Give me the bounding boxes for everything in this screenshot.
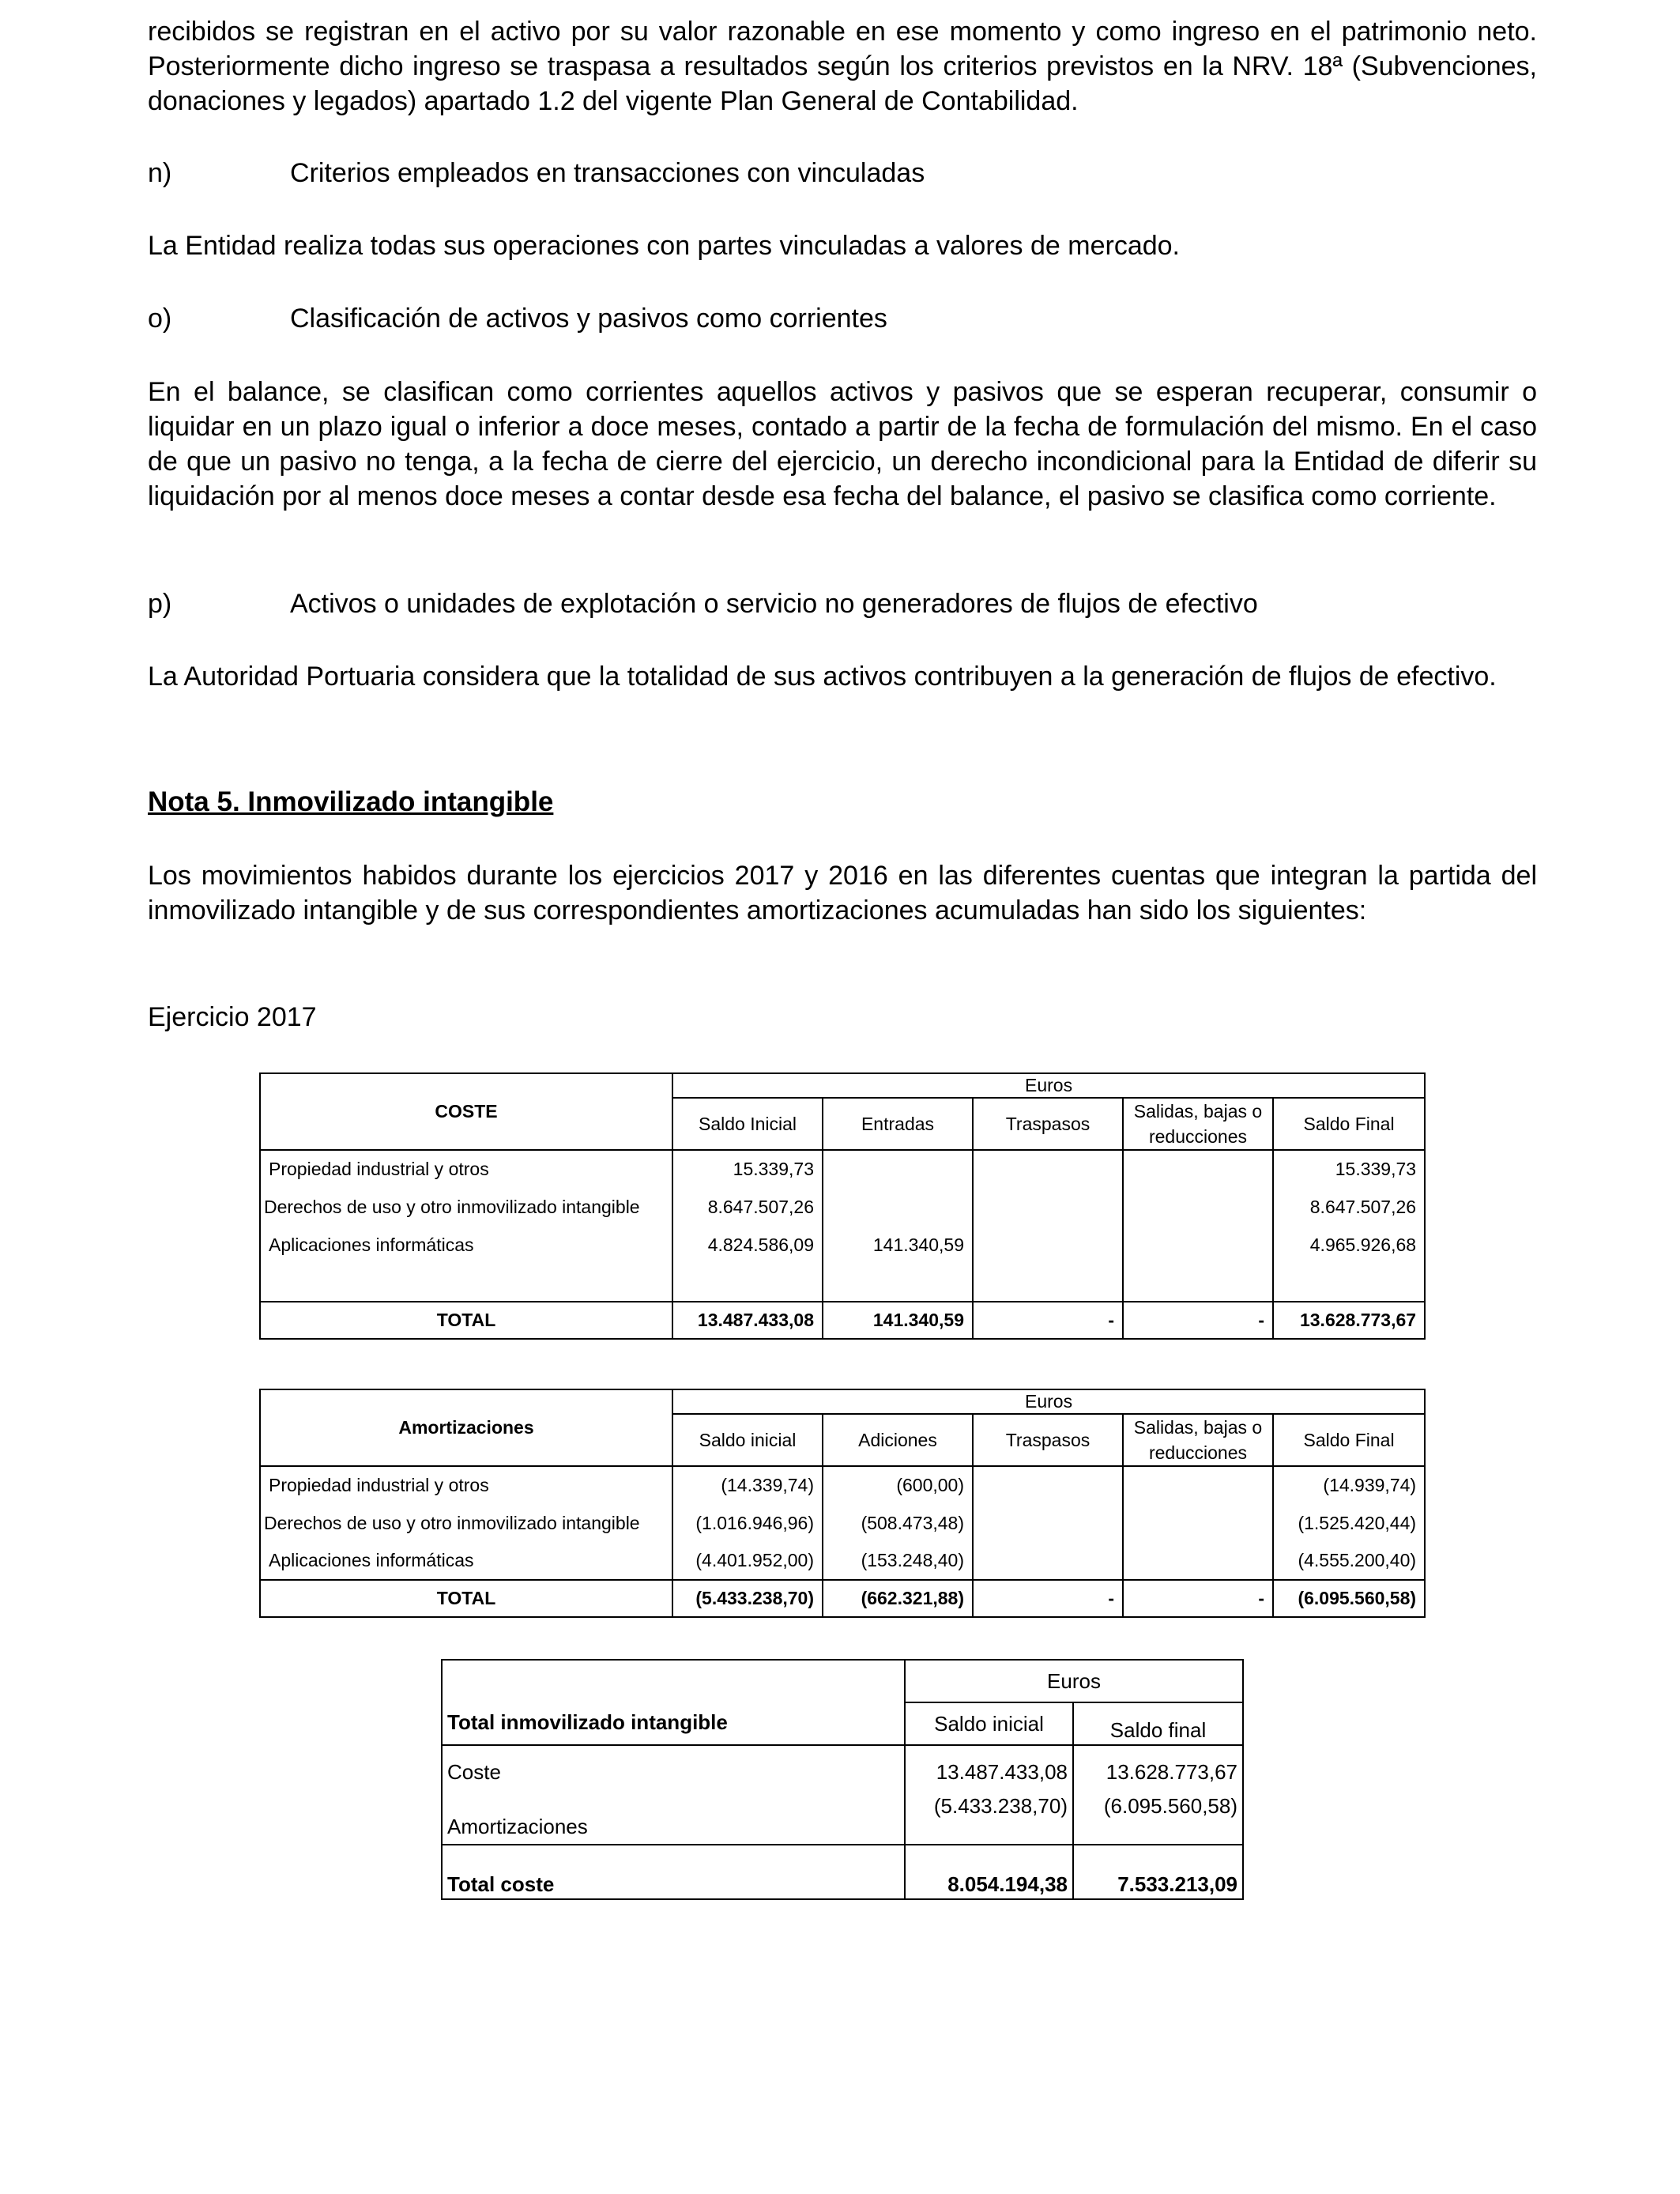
nota5-paragraph: Los movimientos habidos durante los ejercicios 2017 y 2016 en las diferentes cuentas que integran la partida del inmovilizado intangible y de sus correspondientes amortizaciones acumuladas han sido los siguientes:	[148, 861, 1537, 925]
cell-value: (508.473,48)	[823, 1504, 973, 1542]
total-table-label: Total inmovilizado intangible	[442, 1660, 905, 1745]
cell-value: (1.525.420,44)	[1273, 1504, 1425, 1542]
cell-value	[973, 1542, 1123, 1580]
coste-col-salidas-line2: reducciones	[1148, 1126, 1248, 1147]
cell-value	[1123, 1188, 1273, 1226]
row-name: Derechos de uso y otro inmovilizado intangible	[260, 1188, 672, 1226]
total-value: (5.433.238,70)	[672, 1580, 823, 1617]
cell-value: 15.339,73	[672, 1150, 823, 1188]
amort-header-label: Amortizaciones	[260, 1389, 672, 1466]
section-p-paragraph: La Autoridad Portuaria considera que la totalidad de sus activos contribuyen a la generación de flujos de efectivo.	[148, 662, 1497, 692]
cell-value	[973, 1188, 1123, 1226]
amort-euros-header: Euros	[672, 1389, 1425, 1414]
total-value: 7.533.213,09	[1073, 1845, 1243, 1899]
section-n-title: Criterios empleados en transacciones con vinculadas	[290, 158, 925, 188]
table-row	[260, 1226, 1425, 1264]
total-euros-header: Euros	[905, 1660, 1243, 1702]
section-o-letter: o)	[148, 303, 172, 334]
cell-value: (6.095.560,58)	[1073, 1785, 1243, 1845]
total-inmovilizado-table	[441, 1659, 1244, 1900]
total-col-saldo-inicial: Saldo inicial	[905, 1702, 1073, 1745]
total-value: (6.095.560,58)	[1273, 1580, 1425, 1617]
total-value: -	[1123, 1302, 1273, 1339]
amort-col-adiciones: Adiciones	[823, 1414, 973, 1466]
cell-value	[973, 1150, 1123, 1188]
cell-value: 15.339,73	[1273, 1150, 1425, 1188]
cell-value: (153.248,40)	[823, 1542, 973, 1580]
intro-paragraph: recibidos se registran en el activo por su valor razonable en ese momento y como ingreso en el patrimonio neto. Posteriormente dicho ingreso se traspasa a resultados según los criterios previstos en la NRV. 18ª (Subvenciones, donaciones y legados) apartado 1.2 del vigente Plan General de Contabilidad.	[148, 17, 1537, 116]
section-o-title: Clasificación de activos y pasivos como corrientes	[290, 303, 887, 334]
cell-value: 4.824.586,09	[672, 1226, 823, 1264]
coste-col-salidas	[1123, 1098, 1273, 1150]
table-total-row	[442, 1845, 1243, 1899]
cell-value: (1.016.946,96)	[672, 1504, 823, 1542]
cell-value	[823, 1150, 973, 1188]
total-value: 13.487.433,08	[672, 1302, 823, 1339]
cell-value: 13.487.433,08	[905, 1745, 1073, 1785]
total-label: TOTAL	[260, 1302, 672, 1339]
table-row	[260, 1542, 1425, 1580]
cell-value: 13.628.773,67	[1073, 1745, 1243, 1785]
cell-value: (600,00)	[823, 1466, 973, 1504]
cell-value: (5.433.238,70)	[905, 1785, 1073, 1845]
section-p-letter: p)	[148, 589, 172, 619]
table-row	[260, 1504, 1425, 1542]
coste-col-saldo-final: Saldo Final	[1273, 1098, 1425, 1150]
row-name: Aplicaciones informáticas	[260, 1226, 672, 1264]
row-name: Coste	[442, 1745, 905, 1785]
section-o-paragraph: En el balance, se clasifican como corrientes aquellos activos y pasivos que se esperan recuperar, consumir o liquidar en un plazo igual o inferior a doce meses, contado a partir de la fecha de formulación del mismo. En el caso de que un pasivo no tenga, a la fecha de cierre del ejercicio, un derecho incondicional para la Entidad de diferir su liquidación por al menos doce meses a contar desde esa fecha del balance, el pasivo se clasifica como corriente.	[148, 377, 1537, 511]
cell-value	[973, 1226, 1123, 1264]
row-name: Derechos de uso y otro inmovilizado intangible	[260, 1504, 672, 1542]
coste-euros-header: Euros	[672, 1073, 1425, 1098]
table-row	[260, 1188, 1425, 1226]
section-n-paragraph: La Entidad realiza todas sus operaciones con partes vinculadas a valores de mercado.	[148, 231, 1180, 261]
table-total-row	[260, 1580, 1425, 1617]
ejercicio-label: Ejercicio 2017	[148, 1002, 317, 1032]
coste-header-label: COSTE	[260, 1073, 672, 1150]
section-n-heading	[148, 156, 925, 190]
cell-value	[1123, 1542, 1273, 1580]
row-name: Propiedad industrial y otros	[260, 1150, 672, 1188]
total-value: -	[1123, 1580, 1273, 1617]
table-row	[442, 1785, 1243, 1845]
cell-value	[1123, 1466, 1273, 1504]
cell-value: (14.939,74)	[1273, 1466, 1425, 1504]
total-value: -	[973, 1580, 1123, 1617]
table-row	[260, 1466, 1425, 1504]
total-label: Total coste	[442, 1845, 905, 1899]
cell-value: (4.555.200,40)	[1273, 1542, 1425, 1580]
cell-value	[1123, 1150, 1273, 1188]
table-row	[442, 1745, 1243, 1785]
section-p-title: Activos o unidades de explotación o servicio no generadores de flujos de efectivo	[290, 589, 1258, 619]
cell-value: (14.339,74)	[672, 1466, 823, 1504]
total-col-saldo-final: Saldo final	[1073, 1702, 1243, 1745]
cell-value: 141.340,59	[823, 1226, 973, 1264]
amort-col-salidas-line2: reducciones	[1148, 1442, 1248, 1463]
section-o-heading	[148, 301, 887, 336]
total-value: -	[973, 1302, 1123, 1339]
cell-value: 4.965.926,68	[1273, 1226, 1425, 1264]
table-row	[260, 1150, 1425, 1188]
cell-value: 8.647.507,26	[1273, 1188, 1425, 1226]
amort-col-salidas-line1: Salidas, bajas o	[1133, 1417, 1263, 1438]
row-name: Amortizaciones	[442, 1785, 905, 1845]
cell-value: 8.647.507,26	[672, 1188, 823, 1226]
coste-col-traspasos: Traspasos	[973, 1098, 1123, 1150]
cell-value: (4.401.952,00)	[672, 1542, 823, 1580]
amort-col-traspasos: Traspasos	[973, 1414, 1123, 1466]
row-name: Propiedad industrial y otros	[260, 1466, 672, 1504]
total-value: (662.321,88)	[823, 1580, 973, 1617]
total-value: 141.340,59	[823, 1302, 973, 1339]
amort-col-salidas	[1123, 1414, 1273, 1466]
spacer-row	[260, 1264, 1425, 1302]
cell-value	[1123, 1504, 1273, 1542]
section-n-letter: n)	[148, 158, 172, 188]
cell-value	[973, 1504, 1123, 1542]
nota5-title: Nota 5. Inmovilizado intangible	[148, 786, 554, 817]
cell-value	[823, 1188, 973, 1226]
total-label: TOTAL	[260, 1580, 672, 1617]
amortizaciones-table	[259, 1389, 1426, 1618]
table-total-row	[260, 1302, 1425, 1339]
amort-col-saldo-final: Saldo Final	[1273, 1414, 1425, 1466]
cell-value	[973, 1466, 1123, 1504]
total-value: 8.054.194,38	[905, 1845, 1073, 1899]
amort-col-saldo-inicial: Saldo inicial	[672, 1414, 823, 1466]
row-name: Aplicaciones informáticas	[260, 1542, 672, 1580]
cell-value	[1123, 1226, 1273, 1264]
total-value: 13.628.773,67	[1273, 1302, 1425, 1339]
coste-col-entradas: Entradas	[823, 1098, 973, 1150]
section-p-heading	[148, 586, 1258, 621]
coste-col-salidas-line1: Salidas, bajas o	[1133, 1101, 1263, 1122]
coste-col-saldo-inicial: Saldo Inicial	[672, 1098, 823, 1150]
coste-table	[259, 1072, 1426, 1340]
